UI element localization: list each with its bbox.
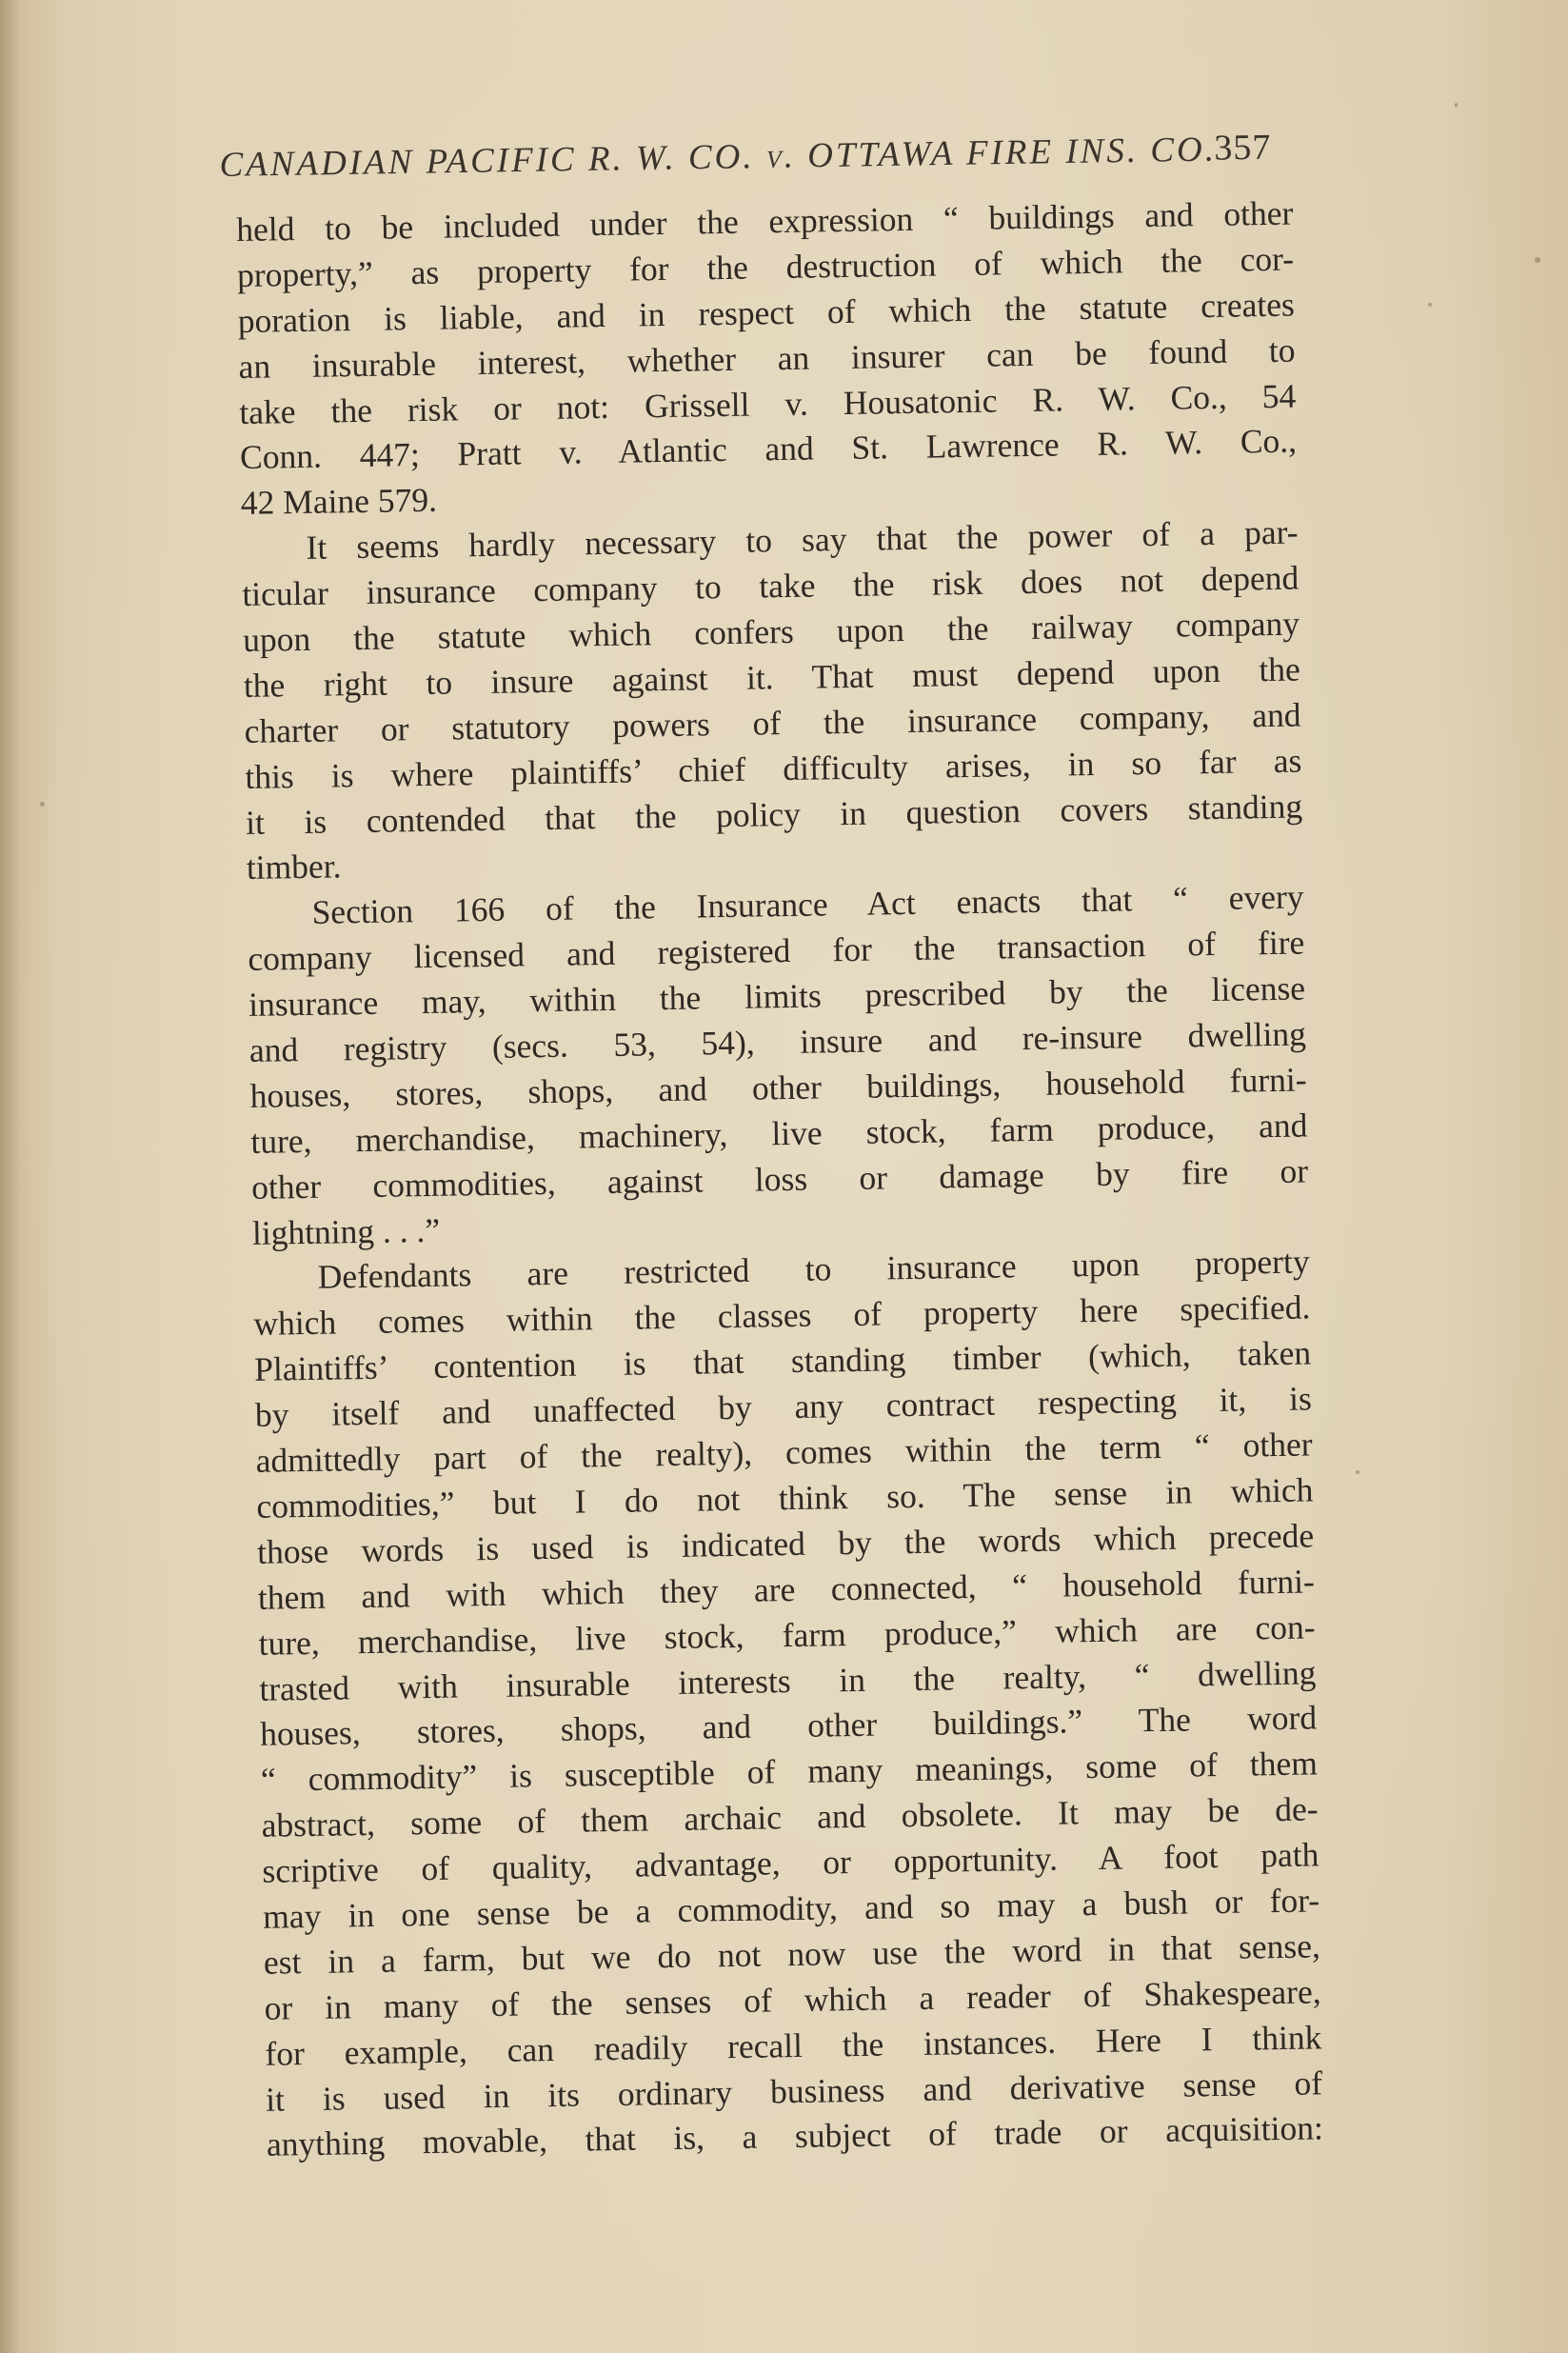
text-line: Section 166 of the Insurance Act enacts that “ every: [311, 877, 1304, 932]
text-line: est in a farm, but we do not now use the word in that sense,: [263, 1926, 1321, 1982]
text-line: may in one sense be a commodity, and so may a bush or for-: [262, 1881, 1320, 1936]
text-line: ticular insurance company to take the risk does not depend: [242, 558, 1300, 614]
text-line: the right to insure against it. That must depend upon the: [243, 649, 1301, 705]
text-line: charter or statutory powers of the insurance company, and: [244, 695, 1301, 750]
text-line: other commodities, against loss or damage by fire or: [250, 1151, 1309, 1206]
paper-speck: [1428, 303, 1432, 307]
text-line: held to be included under the expression “ buildings and other: [236, 193, 1294, 249]
text-line: which comes within the classes of property here specified.: [253, 1287, 1311, 1344]
text-line: this is where plaintiffs’ chief difficulty arises, in so far as: [245, 741, 1302, 796]
text-line: houses, stores, shops, and other buildings.” The word: [259, 1698, 1318, 1754]
body-text: [236, 191, 1323, 2168]
text-line: ture, merchandise, live stock, farm produce,” which are con-: [258, 1606, 1316, 1663]
text-line: commodities,” but I do not think so. The sense in which: [256, 1470, 1314, 1525]
running-head: [219, 117, 1272, 190]
text-line: upon the statute which confers upon the railway company: [242, 604, 1300, 659]
text-line: scriptive of quality, advantage, or opportunity. A foot path: [262, 1835, 1320, 1890]
text-line: Defendants are restricted to insurance upon property: [317, 1242, 1310, 1297]
text-line: Plaintiffs’ contention is that standing timber (which, taken: [253, 1333, 1312, 1389]
text-line: an insurable interest, whether an insurer can be found to: [238, 330, 1296, 386]
text-line: take the risk or not: Grissell v. Housatonic R. W. Co., 54: [239, 376, 1297, 431]
text-line: Conn. 447; Pratt v. Atlantic and St. Lawrence R. W. Co.,: [239, 421, 1298, 477]
paper-speck: [1455, 103, 1458, 108]
text-line: it is contended that the policy in question covers standing: [245, 787, 1303, 842]
text-line: by itself and unaffected by any contract respecting it, is: [254, 1379, 1313, 1434]
text-line: houses, stores, shops, and other buildings, household furni-: [249, 1060, 1307, 1115]
text-line: anything movable, that is, a subject of trade or acquisition:: [266, 2108, 1324, 2164]
running-head-title: CANADIAN PACIFIC R. W. CO. v. OTTAWA FIRE INS. CO.: [219, 130, 1218, 185]
paper-speck: [40, 802, 45, 807]
text-line: 42 Maine 579.: [240, 481, 438, 523]
paper-speck: [1535, 257, 1540, 263]
text-line: or in many of the senses of which a reader of Shakespeare,: [264, 1972, 1321, 2027]
text-line: company licensed and registered for the transaction of fire: [248, 923, 1305, 979]
text-line: insurance may, within the limits prescribed by the license: [248, 968, 1306, 1025]
text-line: those words is used is indicated by the words which precede: [256, 1516, 1315, 1571]
paper-speck: [1356, 1470, 1360, 1474]
text-line: It seems hardly necessary to say that the power of a par-: [306, 512, 1299, 568]
text-line: for example, can readily recall the instances. Here I think: [265, 2017, 1322, 2073]
text-line: and registry (secs. 53, 54), insure and re-insure dwelling: [248, 1014, 1307, 1069]
text-line: admittedly part of the realty), comes within the term “ other: [255, 1425, 1313, 1480]
page-number: 357: [1214, 127, 1272, 169]
text-line: trasted with insurable interests in the realty, “ dwelling: [259, 1652, 1317, 1708]
spine-shadow: [0, 0, 21, 2353]
text-line: abstract, some of them archaic and obsolete. It may be de-: [261, 1789, 1319, 1845]
text-line: lightning . . .”: [251, 1210, 441, 1252]
text-line: property,” as property for the destruction of which the cor-: [236, 239, 1295, 294]
text-line: “ commodity” is susceptible of many meanings, some of them: [260, 1744, 1319, 1800]
text-line: poration is liable, and in respect of which the statute creates: [237, 285, 1296, 340]
text-line: timber.: [246, 847, 342, 887]
text-line: them and with which they are connected, “ household furni-: [257, 1562, 1316, 1617]
text-line: ture, merchandise, machinery, live stock, farm produce, and: [250, 1106, 1308, 1161]
text-line: it is used in its ordinary business and derivative sense of: [265, 2063, 1323, 2119]
